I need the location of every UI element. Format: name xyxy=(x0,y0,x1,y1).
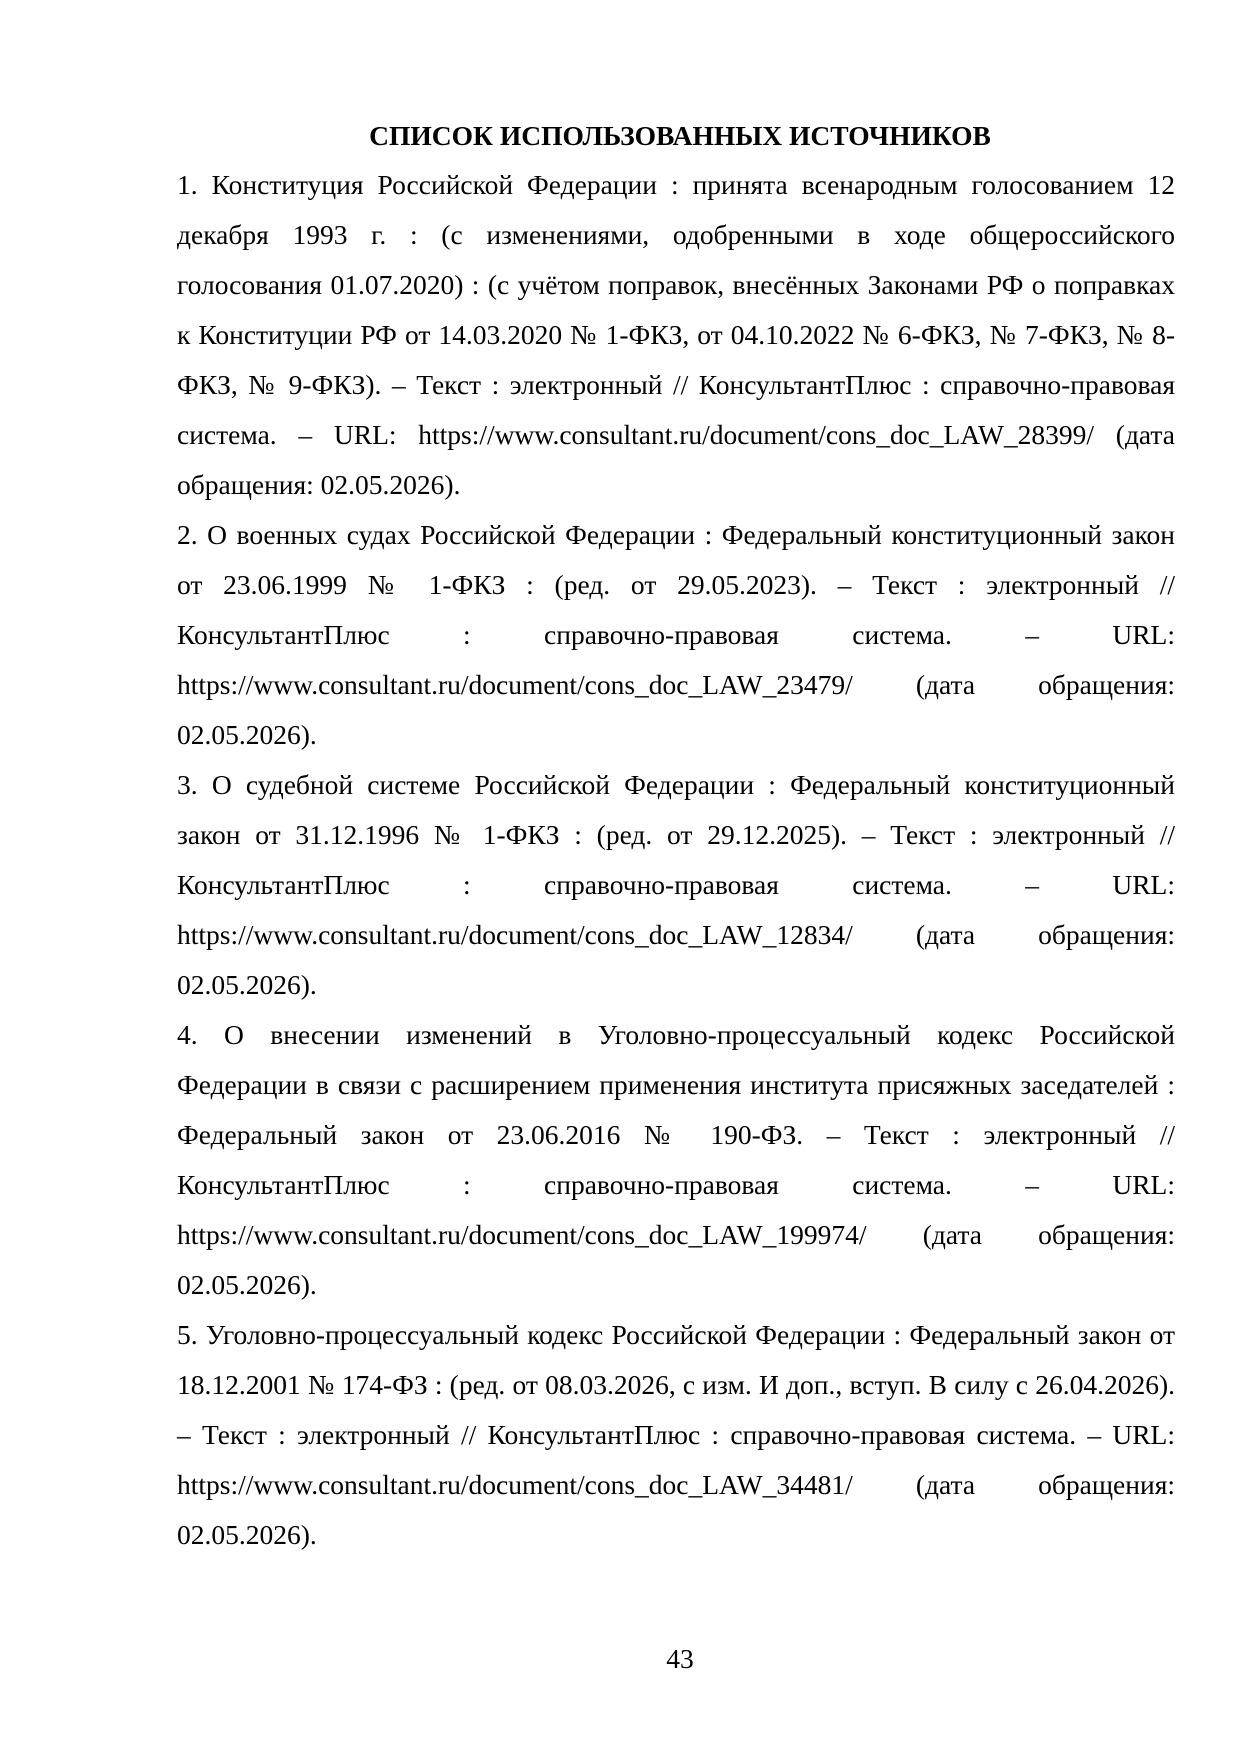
page-title: СПИСОК ИСПОЛЬЗОВАННЫХ ИСТОЧНИКОВ xyxy=(369,120,991,151)
reference-item-5: 5. Уголовно-процессуальный кодекс Российской Федерации : Федеральный закон от 18.12.2001 № 174-ФЗ : (ред. от 08.03.2026, с изм. И доп., вступ. В силу с 26.04.2026). – Текст : электронный // КонсультантПлюс : справочно-правовая система. – URL: https://www.consultant.ru/document/cons_doc_LAW_34481/ (дата обращения: 02.05.2026). xyxy=(177,1319,1175,1550)
reference-item-3: 3. О судебной системе Российской Федерации : Федеральный конституционный закон от 31.12.1996 № 1-ФКЗ : (ред. от 29.12.2025). – Текст : электронный // КонсультантПлюс : справочно-правовая система. – URL: https://www.consultant.ru/document/cons_doc_LAW_12834/ (дата обращения: 02.05.2026). xyxy=(177,769,1175,1000)
reference-item-4: 4. О внесении изменений в Уголовно-процессуальный кодекс Российской Федерации в связи с расширением применения института присяжных заседателей : Федеральный закон от 23.06.2016 № 190-ФЗ. – Текст : электронный // КонсультантПлюс : справочно-правовая система. – URL: https://www.consultant.ru/document/cons_doc_LAW_199974/ (дата обращения: 02.05.2026). xyxy=(177,1019,1175,1300)
reference-item-1: 1. Конституция Российской Федерации : принята всенародным голосованием 12 декабря 1993 г. : (с изменениями, одобренными в ходе общероссийского голосования 01.07.2020) : (с учётом поправок, внесённых Законами РФ о поправках к Конституции РФ от 14.03.2020 № 1-ФКЗ, от 04.10.2022 № 6-ФКЗ, № 7-ФКЗ, № 8-ФКЗ, № 9-ФКЗ). – Текст : электронный // КонсультантПлюс : справочно-правовая система. – URL: https://www.consultant.ru/document/cons_doc_LAW_28399/ (дата обращения: 02.05.2026). xyxy=(177,169,1175,500)
reference-list xyxy=(177,160,1175,1560)
reference-item-2: 2. О военных судах Российской Федерации : Федеральный конституционный закон от 23.06.1999 № 1-ФКЗ : (ред. от 29.05.2023). – Текст : электронный // КонсультантПлюс : справочно-правовая система. – URL: https://www.consultant.ru/document/cons_doc_LAW_23479/ (дата обращения: 02.05.2026). xyxy=(177,519,1175,750)
page-number: 43 xyxy=(666,1643,694,1674)
